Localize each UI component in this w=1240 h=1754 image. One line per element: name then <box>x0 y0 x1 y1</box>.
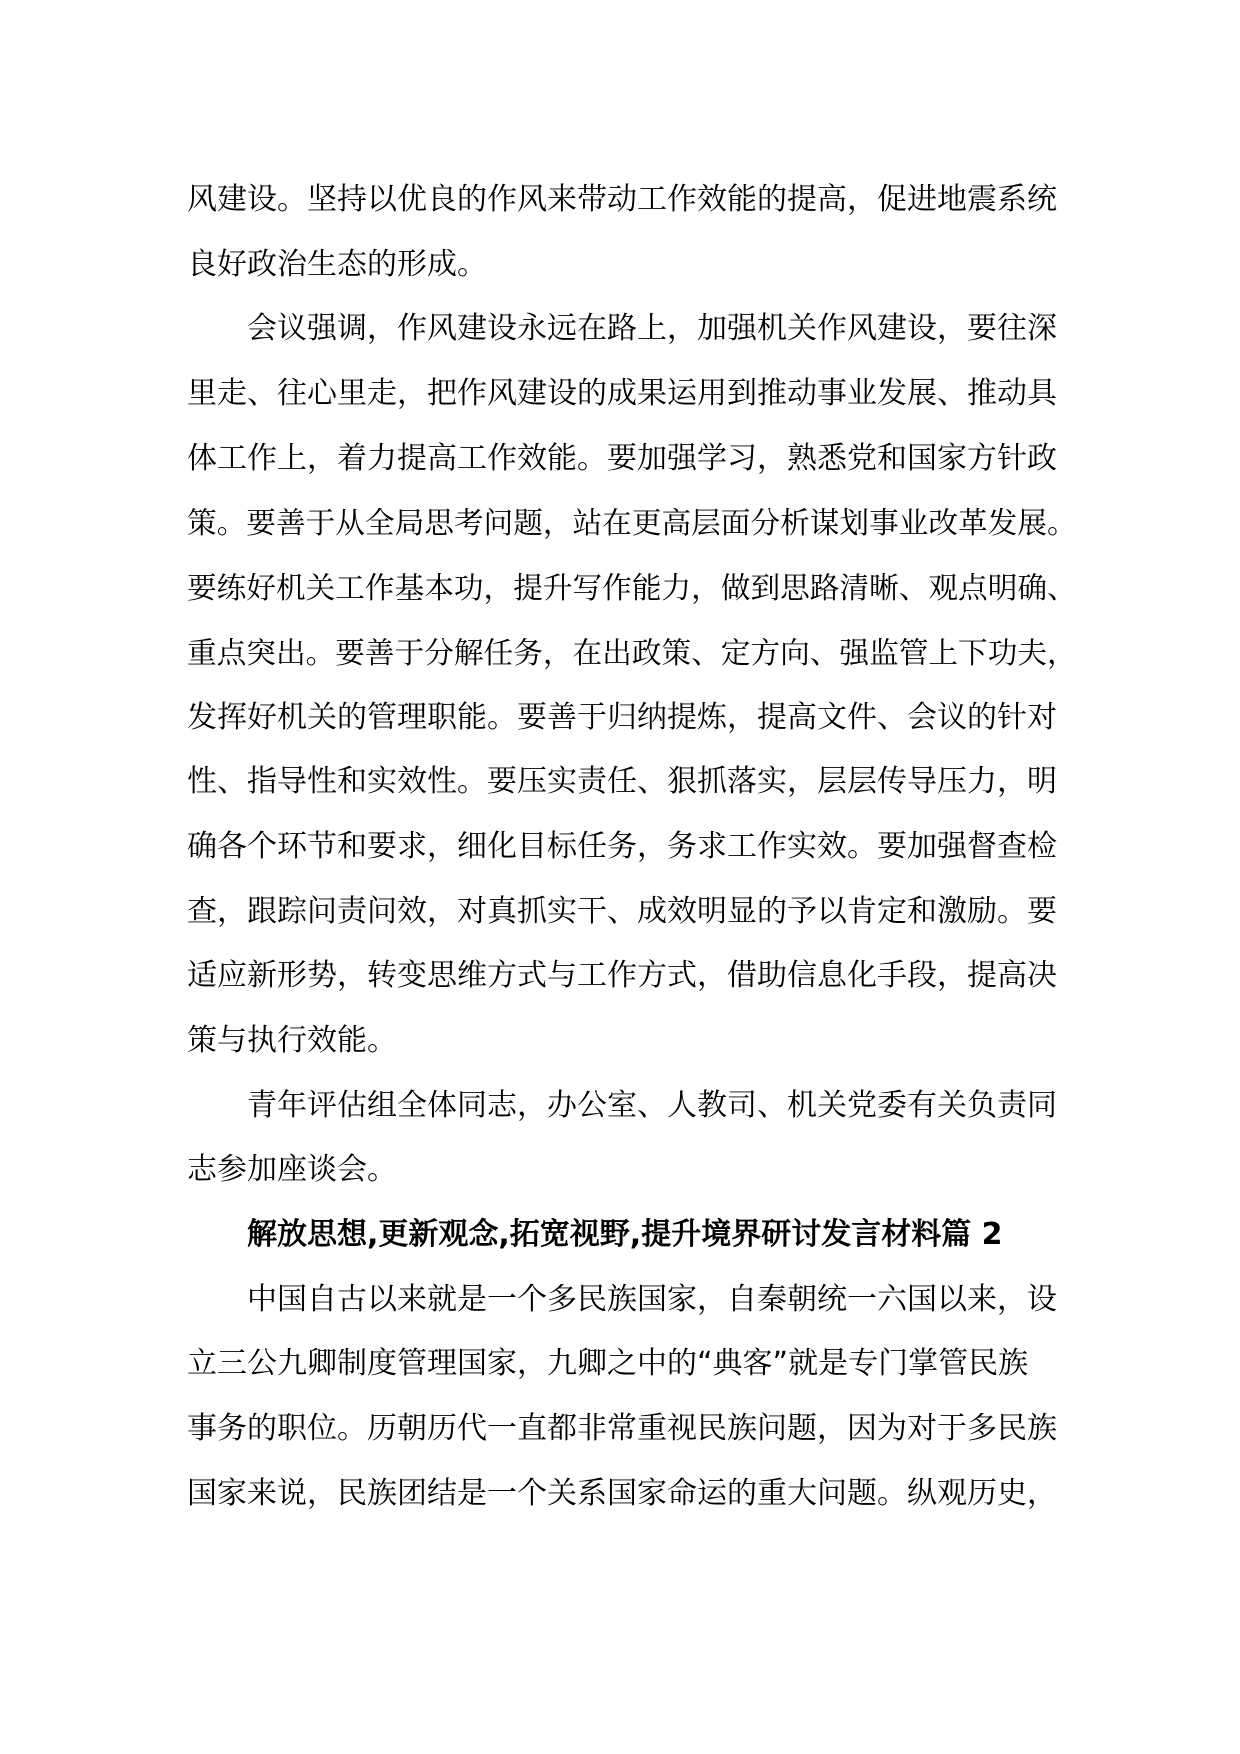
text-line: 中国自古以来就是一个多民族国家，自秦朝统一六国以来，设 <box>247 1281 1057 1317</box>
section-heading: 解放思想,更新观念,拓宽视野,提升境界研讨发言材料篇 2 <box>247 1217 1003 1252</box>
text-line: 重点突出。要善于分解任务，在出政策、定方向、强监管上下功夫， <box>187 634 1077 670</box>
text-line: 风建设。坚持以优良的作风来带动工作效能的提高，促进地震系统 <box>187 182 1057 217</box>
text-line: 策与执行效能。 <box>187 1022 397 1058</box>
text-line: 确各个环节和要求，细化目标任务，务求工作实效。要加强督查检 <box>187 828 1057 864</box>
document-body <box>187 168 1077 1526</box>
text-line: 立三公九卿制度管理国家，九卿之中的“典客”就是专门掌管民族 <box>187 1346 1029 1382</box>
text-line: 要练好机关工作基本功，提升写作能力，做到思路清晰、观点明确、 <box>187 570 1077 606</box>
text-line: 里走、往心里走，把作风建设的成果运用到推动事业发展、推动具 <box>187 376 1057 412</box>
text-line: 会议强调，作风建设永远在路上，加强机关作风建设，要往深 <box>247 311 1057 347</box>
text-line: 性、指导性和实效性。要压实责任、狠抓落实，层层传导压力，明 <box>187 764 1057 800</box>
text-line: 发挥好机关的管理职能。要善于归纳提炼，提高文件、会议的针对 <box>187 699 1057 735</box>
text-line: 国家来说，民族团结是一个关系国家命运的重大问题。纵观历史， <box>187 1475 1057 1511</box>
text-line: 适应新形势，转变思维方式与工作方式，借助信息化手段，提高决 <box>187 958 1057 994</box>
text-line: 青年评估组全体同志，办公室、人教司、机关党委有关负责同 <box>247 1087 1057 1123</box>
text-line: 志参加座谈会。 <box>187 1152 397 1188</box>
text-line: 查，跟踪问责问效，对真抓实干、成效明显的予以肯定和激励。要 <box>187 893 1057 929</box>
text-line: 事务的职位。历朝历代一直都非常重视民族问题，因为对于多民族 <box>187 1411 1057 1447</box>
text-line: 体工作上，着力提高工作效能。要加强学习，熟悉党和国家方针政 <box>187 440 1057 476</box>
text-line: 策。要善于从全局思考问题，站在更高层面分析谋划事业改革发展。 <box>187 505 1077 541</box>
text-line: 良好政治生态的形成。 <box>187 246 487 282</box>
